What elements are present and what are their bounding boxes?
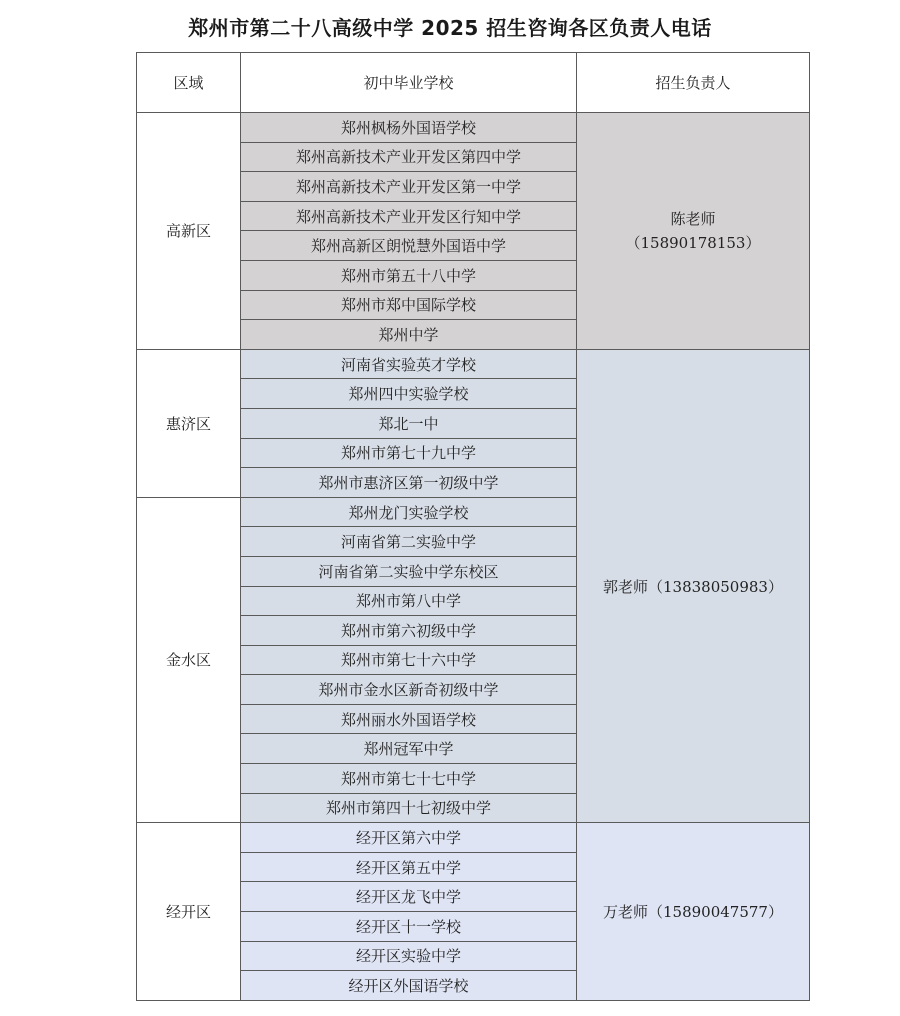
school-cell: 经开区实验中学 bbox=[241, 941, 577, 971]
table-row bbox=[137, 113, 810, 143]
region-cell-jinshui: 金水区 bbox=[137, 497, 241, 823]
school-cell: 郑州市郑中国际学校 bbox=[241, 290, 577, 320]
table-row bbox=[137, 349, 810, 379]
school-cell: 郑州龙门实验学校 bbox=[241, 497, 577, 527]
school-cell: 郑州市第四十七初级中学 bbox=[241, 793, 577, 823]
school-cell: 河南省第二实验中学东校区 bbox=[241, 556, 577, 586]
school-cell: 郑州高新技术产业开发区行知中学 bbox=[241, 201, 577, 231]
region-cell-gaoxin: 高新区 bbox=[137, 113, 241, 350]
region-cell-huiji: 惠济区 bbox=[137, 349, 241, 497]
school-cell: 郑州市第六初级中学 bbox=[241, 616, 577, 646]
region-cell-jingkai: 经开区 bbox=[137, 823, 241, 1001]
school-cell: 经开区外国语学校 bbox=[241, 971, 577, 1001]
school-cell: 郑州市第八中学 bbox=[241, 586, 577, 616]
school-cell: 郑州市金水区新奇初级中学 bbox=[241, 675, 577, 705]
school-cell: 郑州冠军中学 bbox=[241, 734, 577, 764]
school-cell: 河南省第二实验中学 bbox=[241, 527, 577, 557]
contact-cell-wan: 万老师（15890047577） bbox=[577, 823, 810, 1001]
school-cell: 郑北一中 bbox=[241, 408, 577, 438]
school-cell: 郑州市第五十八中学 bbox=[241, 260, 577, 290]
school-cell: 郑州高新技术产业开发区第四中学 bbox=[241, 142, 577, 172]
school-cell: 郑州市第七十七中学 bbox=[241, 764, 577, 794]
school-cell: 郑州市第七十六中学 bbox=[241, 645, 577, 675]
school-cell: 河南省实验英才学校 bbox=[241, 349, 577, 379]
contact-cell-guo: 郭老师（13838050983） bbox=[577, 349, 810, 823]
school-cell: 郑州中学 bbox=[241, 320, 577, 350]
school-cell: 郑州市惠济区第一初级中学 bbox=[241, 468, 577, 498]
header-contact: 招生负责人 bbox=[577, 53, 810, 113]
school-cell: 经开区第五中学 bbox=[241, 852, 577, 882]
school-cell: 郑州枫杨外国语学校 bbox=[241, 113, 577, 143]
table-row bbox=[137, 823, 810, 853]
school-cell: 郑州丽水外国语学校 bbox=[241, 704, 577, 734]
contact-table bbox=[136, 52, 810, 1001]
school-cell: 郑州高新区朗悦慧外国语中学 bbox=[241, 231, 577, 261]
school-cell: 经开区十一学校 bbox=[241, 912, 577, 942]
school-cell: 郑州市第七十九中学 bbox=[241, 438, 577, 468]
school-cell: 经开区龙飞中学 bbox=[241, 882, 577, 912]
contact-cell-chen bbox=[577, 113, 810, 350]
contact-phone: （15890178153） bbox=[625, 233, 761, 252]
header-row bbox=[137, 53, 810, 113]
contact-name: 陈老师 bbox=[670, 209, 716, 228]
school-cell: 经开区第六中学 bbox=[241, 823, 577, 853]
page-title: 郑州市第二十八高级中学 2025 招生咨询各区负责人电话 bbox=[188, 16, 712, 40]
header-region: 区域 bbox=[137, 53, 241, 113]
school-cell: 郑州高新技术产业开发区第一中学 bbox=[241, 172, 577, 202]
school-cell: 郑州四中实验学校 bbox=[241, 379, 577, 409]
header-school: 初中毕业学校 bbox=[241, 53, 577, 113]
